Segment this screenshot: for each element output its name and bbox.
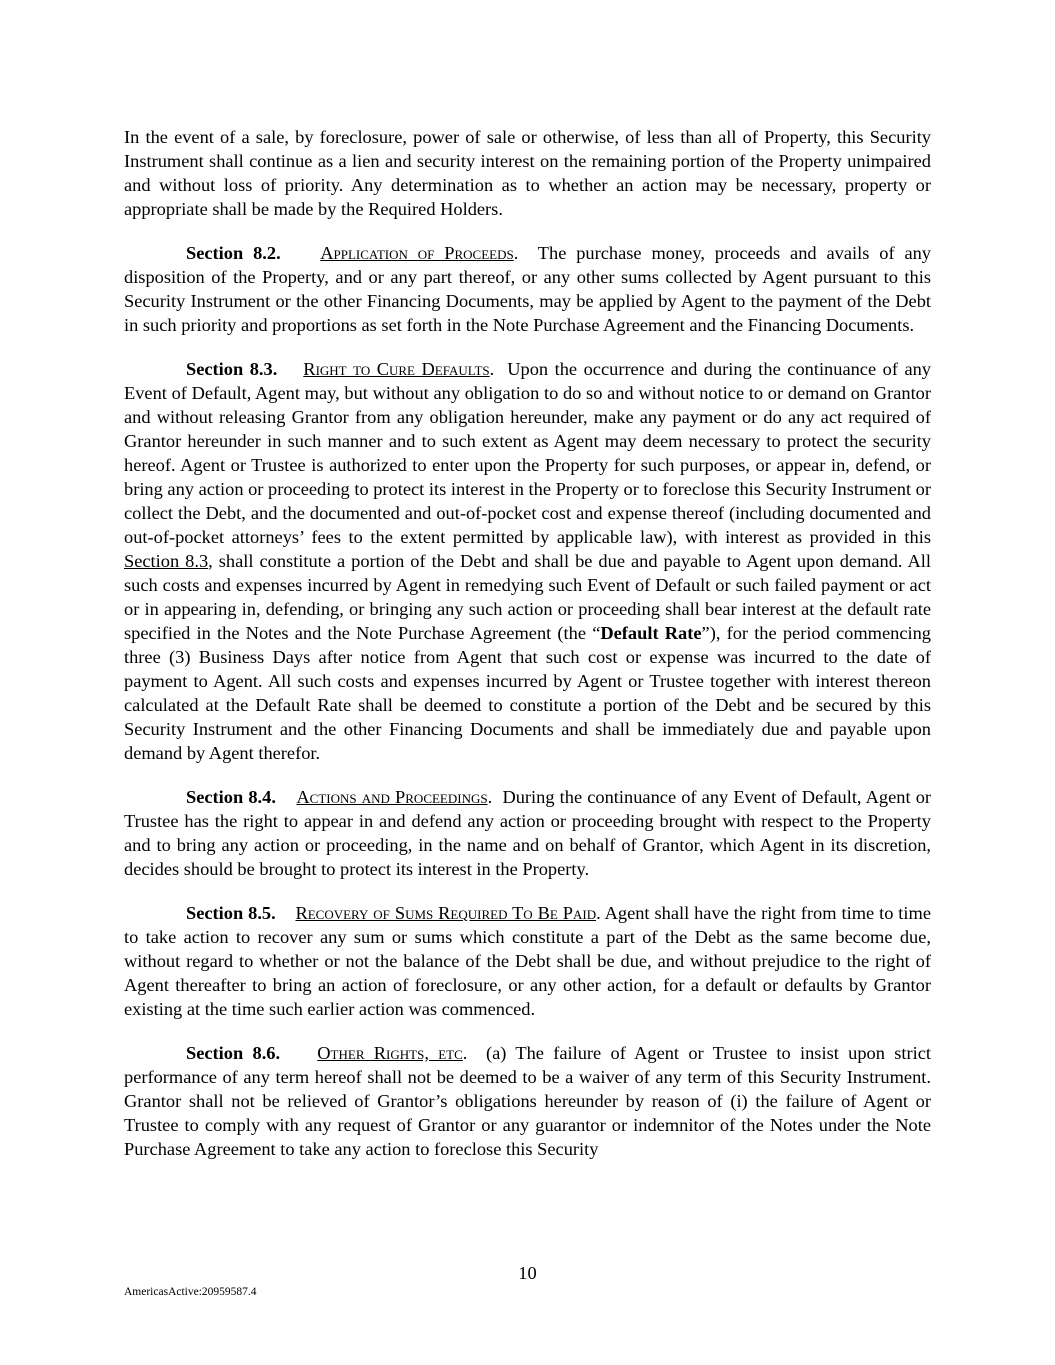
intro-paragraph: In the event of a sale, by foreclosure, power of sale or otherwise, of less than all of Property, this Security Instrument shall continue as a lien and security interest on the remaining portion of the Property unimpaired and without loss of priority. Any determination as to whether an action may be necessary, property or appropriate shall be made by the Required Holders. — [124, 127, 931, 219]
section-8-5-text: Agent shall have the right from time to time to take action to recover any sum or sums which constitute a part of the Debt as the same become due, without regard to whether or not the balance of the Debt shall be due, and without prejudice to the right of Agent thereafter to bring an action of foreclosure, or any other action, for a default or defaults by Grantor existing at the time such earlier action was commenced. — [124, 903, 931, 1019]
document-id-footer: AmericasActive:20959587.4 — [124, 1286, 257, 1298]
section-8-6: Section 8.6. Other Rights, etc. (a) The failure of Agent or Trustee to insist upon strict performance of any term hereof shall not be deemed to be a waiver of any term of this Security Instrument. Grantor shall not be relieved of Grantor’s obligations hereunder by reason of (i) the failure of Agent or Trustee to comply with any request of Grantor or any guarantor or indemnitor of the Notes under the Note Purchase Agreement to take any action to foreclose this Security — [124, 1043, 931, 1159]
section-8-3-text-3: ”), for the period commencing three (3) Business Days after notice from Agent that such cost or expense was incurred to the date of payment to Agent. All such costs and expenses incurred by Agent or Trustee together with interest thereon calculated at the Default Rate shall be deemed to constitute a portion of the Debt and be secured by this Security Instrument and the other Financing Documents and shall be immediately due and payable upon demand by Agent therefor. — [124, 623, 931, 763]
section-8-3-heading: Right to Cure Defaults — [303, 359, 490, 379]
document-body — [124, 125, 931, 1181]
section-8-3: Section 8.3. Right to Cure Defaults. Upon the occurrence and during the continuance of any Event of Default, Agent may, but without any obligation to do so and without notice to or demand on Grantor and without releasing Grantor from any obligation hereunder, make any payment or do any act required of Grantor hereunder in such manner and to such extent as Agent may deem necessary to protect the security hereof. Agent or Trustee is authorized to enter upon the Property for such purposes, or appear in, defend, or bring any action or proceeding to protect its interest in the Property or to foreclose this Security Instrument or collect the Debt, and the documented and out-of-pocket cost and expense thereof (including documented and out-of-pocket attorneys’ fees to the extent permitted by applicable law), with interest as provided in this Section 8.3, shall constitute a portion of the Debt and shall be due and payable to Agent upon demand. All such costs and expenses incurred by Agent in remedying such Event of Default or such failed payment or act or in appearing in, defending, or bringing any such action or proceeding shall bear interest at the default rate specified in the Notes and the Note Purchase Agreement (the “Default Rate”), for the period commencing three (3) Business Days after notice from Agent that such cost or expense was incurred to the date of payment to Agent. All such costs and expenses incurred by Agent or Trustee together with interest thereon calculated at the Default Rate shall be deemed to constitute a portion of the Debt and be secured by this Security Instrument and the other Financing Documents and shall be immediately due and payable upon demand by Agent therefor. — [124, 359, 932, 763]
section-8-2: Section 8.2. Application of Proceeds. The purchase money, proceeds and avails of any disposition of the Property, and or any part thereof, or any other sums collected by Agent pursuant to this Security Instrument or the other Financing Documents, may be applied by Agent to the payment of the Debt in such priority and proportions as set forth in the Note Purchase Agreement and the Financing Documents. — [124, 243, 932, 335]
page-number: 10 — [518, 1263, 537, 1283]
section-8-4-text: During the continuance of any Event of Default, Agent or Trustee has the right to appear in and defend any action or proceeding brought with respect to the Property and to bring any action or proceeding, in the name and on behalf of Grantor, which Agent in its discretion, decides should be brought to protect its interest in the Property. — [124, 787, 932, 879]
section-8-6-heading: Other Rights, etc — [317, 1043, 463, 1063]
section-8-4-heading: Actions and Proceedings — [296, 787, 488, 807]
section-8-2-number: Section 8.2. — [186, 243, 281, 263]
section-8-4: Section 8.4. Actions and Proceedings. During the continuance of any Event of Default, Agent or Trustee has the right to appear in and defend any action or proceeding brought with respect to the Property and to bring any action or proceeding, in the name and on behalf of Grantor, which Agent in its discretion, decides should be brought to protect its interest in the Property. — [124, 787, 932, 879]
section-8-5-heading: Recovery of Sums Required To Be Paid — [295, 903, 597, 923]
section-8-2-heading: Application of Proceeds — [320, 243, 514, 263]
section-8-4-number: Section 8.4. — [186, 787, 276, 807]
section-8-3-cross-reference: Section 8.3 — [124, 551, 209, 571]
section-8-5-number: Section 8.5. — [186, 903, 276, 923]
section-8-3-text-2: , shall constitute a portion of the Debt and shall be due and payable to Agent upon demand. All such costs and expenses incurred by Agent in remedying such Event of Default or such failed payment or act or in appearing in, defending, or bringing any such action or proceeding shall bear interest at the default rate specified in the Notes and the Note Purchase Agreement (the “ — [124, 551, 932, 643]
section-8-3-number: Section 8.3. — [186, 359, 278, 379]
defined-term-default-rate: Default Rate — [600, 623, 702, 643]
section-8-3-text-1: Upon the occurrence and during the continuance of any Event of Default, Agent may, but without any obligation to do so and without notice to or demand on Grantor and without releasing Grantor from any obligation hereunder, make any payment or do any act required of Grantor hereunder in such manner and to such extent as Agent may deem necessary to protect the security hereof. Agent or Trustee is authorized to enter upon the Property for such purposes, or appear in, defend, or bring any action or proceeding to protect its interest in the Property or to foreclose this Security Instrument or collect the Debt, and the documented and out-of-pocket cost and expense thereof (including documented and out-of-pocket attorneys’ fees to the extent permitted by applicable law), with interest as provided in this — [124, 359, 931, 547]
section-8-5: Section 8.5. Recovery of Sums Required To Be Paid. Agent shall have the right from time to time to take action to recover any sum or sums which constitute a part of the Debt as the same become due, without regard to whether or not the balance of the Debt shall be due, and without prejudice to the right of Agent thereafter to bring an action of foreclosure, or any other action, for a default or defaults by Grantor existing at the time such earlier action was commenced. — [124, 903, 931, 1019]
section-8-6-number: Section 8.6. — [186, 1043, 281, 1063]
section-8-2-text: The purchase money, proceeds and avails of any disposition of the Property, and or any part thereof, or any other sums collected by Agent pursuant to this Security Instrument or the other Financing Documents, may be applied by Agent to the payment of the Debt in such priority and proportions as set forth in the Note Purchase Agreement and the Financing Documents. — [124, 243, 932, 335]
section-8-6-text: (a) The failure of Agent or Trustee to insist upon strict performance of any term hereof shall not be deemed to be a waiver of any term of this Security Instrument. Grantor shall not be relieved of Grantor’s obligations hereunder by reason of (i) the failure of Agent or Trustee to comply with any request of Grantor or any guarantor or indemnitor of the Notes under the Note Purchase Agreement to take any action to foreclose this Security — [124, 1043, 931, 1159]
